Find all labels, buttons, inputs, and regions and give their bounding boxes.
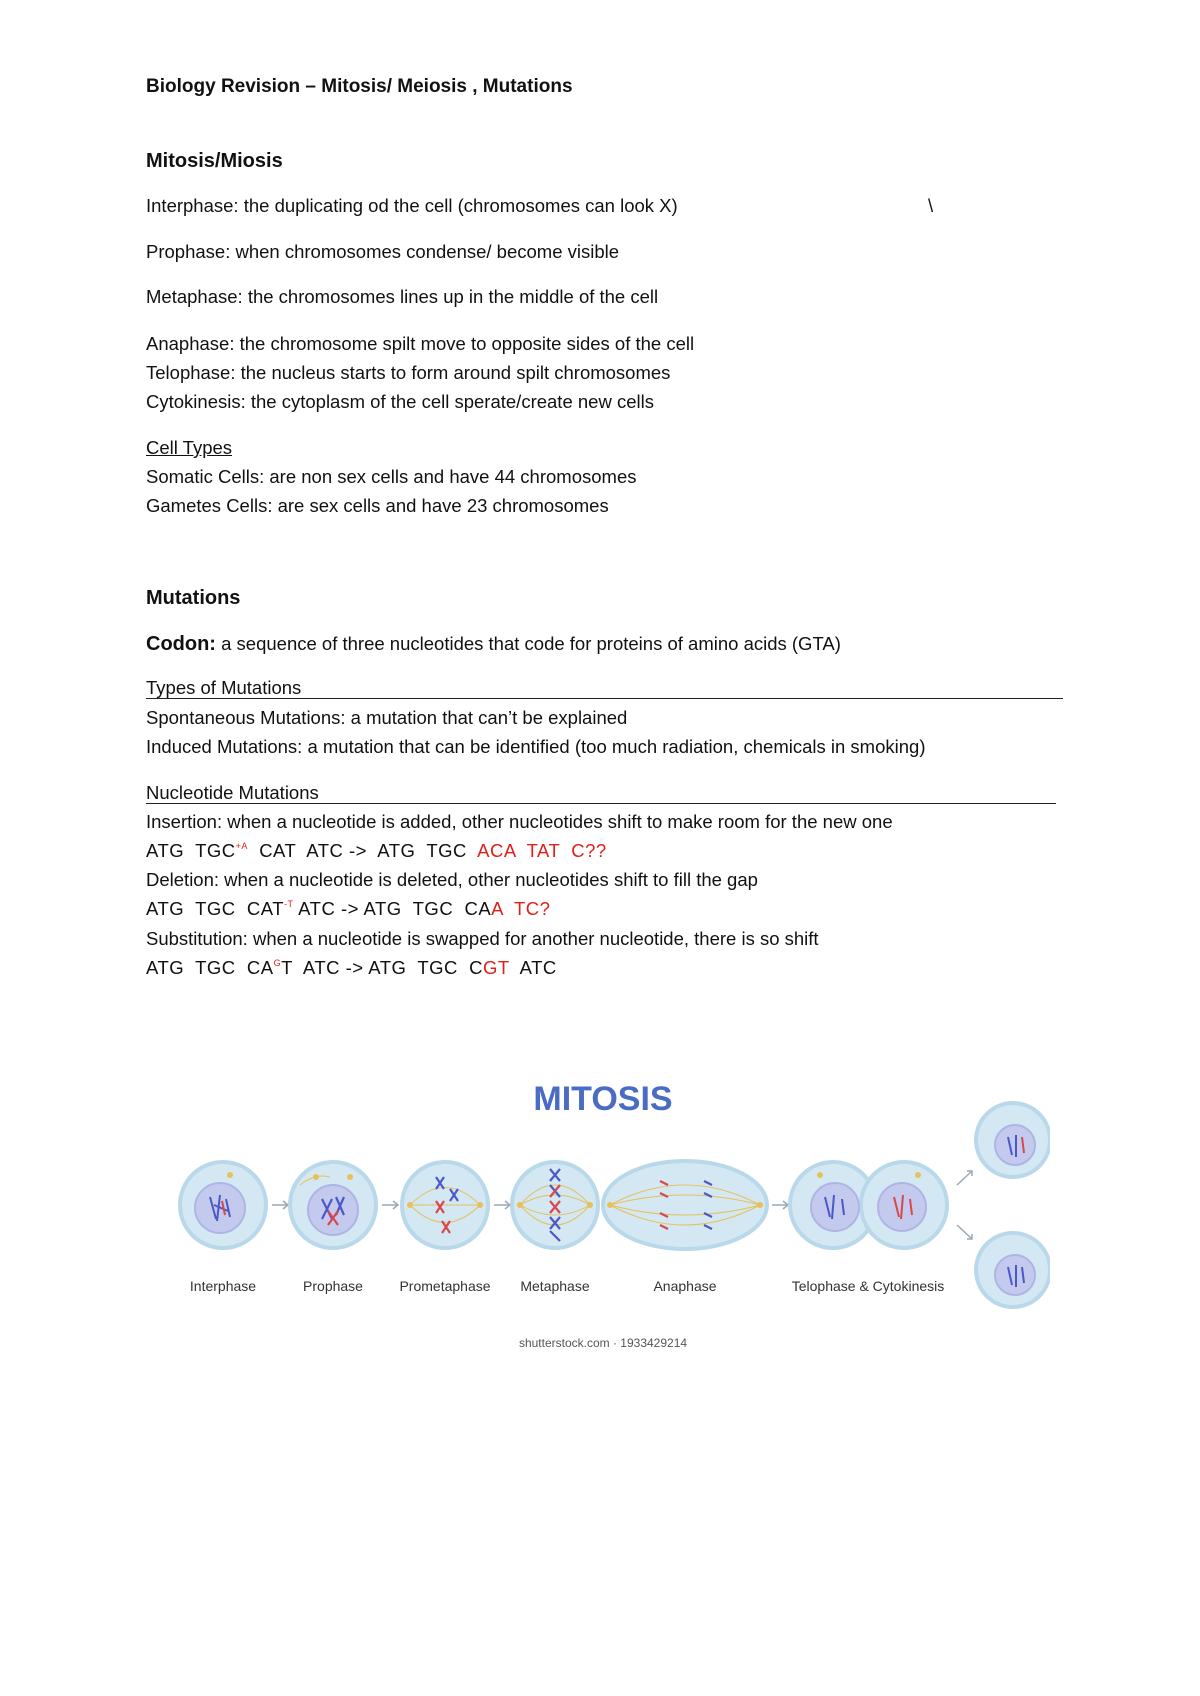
insertion-sequence	[146, 842, 607, 861]
arrow-icon	[772, 1201, 788, 1209]
document-title: Biology Revision – Mitosis/ Meiosis , Mutations	[146, 76, 573, 97]
nucleotide-heading: Nucleotide Mutations	[146, 782, 319, 803]
phase-telophase	[146, 364, 670, 383]
spontaneous-mutations: Spontaneous Mutations: a mutation that can’t be explained	[146, 707, 628, 728]
stray-mark: \	[928, 195, 934, 216]
phase-text: the chromosome spilt move to opposite sides of the cell	[234, 333, 695, 354]
deletion-definition: Deletion: when a nucleotide is deleted, other nucleotides shift to fill the gap	[146, 869, 758, 890]
daughter-cell-top	[976, 1103, 1050, 1177]
arrow-icon	[382, 1201, 398, 1209]
seq-changed: GT	[483, 957, 510, 978]
stage-label: Interphase	[189, 1278, 257, 1294]
phase-label: Cytokinesis:	[146, 391, 246, 412]
phase-text: the cytoplasm of the cell sperate/create new cells	[245, 391, 654, 412]
induced-mutations: Induced Mutations: a mutation that can be identified (too much radiation, chemicals in smoking)	[146, 736, 926, 757]
codon-text: a sequence of three nucleotides that code for proteins of amino acids (GTA)	[215, 633, 841, 654]
stage-label: Prophase	[303, 1278, 363, 1294]
phase-text: the nucleus starts to form around spilt chromosomes	[235, 362, 671, 383]
phase-interphase	[146, 197, 678, 216]
stage-label: Telophase & Cytokinesis	[791, 1278, 945, 1294]
substitution-sequence	[146, 959, 557, 978]
daughter-cell-bottom	[976, 1233, 1050, 1307]
seq-changed: TC?	[513, 898, 551, 919]
telophase-cell	[790, 1162, 947, 1248]
seq-part: ATG TGC CA	[146, 957, 274, 978]
seq-part: ATG TGC	[146, 840, 236, 861]
arrow-icon	[957, 1171, 972, 1185]
deletion-superscript: -T	[284, 899, 294, 909]
substitution-superscript: G	[273, 958, 282, 968]
codon-definition	[146, 634, 841, 654]
stage-label: Anaphase	[653, 1278, 717, 1294]
stage-label: Metaphase	[520, 1278, 590, 1294]
gametes-cells: Gametes Cells: are sex cells and have 23 chromosomes	[146, 495, 609, 516]
phase-label: Anaphase:	[146, 333, 235, 354]
types-heading: Types of Mutations	[146, 677, 302, 698]
phase-label: Telophase:	[146, 362, 236, 383]
seq-changed: ACA TAT C??	[477, 840, 607, 861]
insertion-superscript: +A	[235, 841, 248, 851]
arrow-icon	[272, 1201, 288, 1209]
mitosis-diagram	[170, 1065, 1050, 1355]
metaphase-cell	[512, 1162, 598, 1248]
arrow-icon	[494, 1201, 510, 1209]
seq-part: ATG TGC CAT	[146, 898, 285, 919]
stage-label: Prometaphase	[399, 1278, 491, 1294]
prometaphase-cell	[402, 1162, 488, 1248]
phase-label: Metaphase:	[146, 286, 243, 307]
phase-text: when chromosomes condense/ become visible	[230, 241, 620, 262]
phase-cytokinesis	[146, 393, 654, 412]
cell-types-heading: Cell Types	[146, 437, 233, 458]
phase-metaphase	[146, 288, 658, 307]
interphase-cell	[180, 1162, 266, 1248]
phase-label: Interphase:	[146, 195, 239, 216]
phase-anaphase	[146, 335, 694, 354]
anaphase-cell	[603, 1161, 767, 1249]
substitution-definition: Substitution: when a nucleotide is swapped for another nucleotide, there is so shift	[146, 928, 819, 949]
phase-label: Prophase:	[146, 241, 231, 262]
figure-credit: shutterstock.com · 1933429214	[518, 1336, 688, 1350]
seq-part: ATC	[509, 957, 557, 978]
seq-part: ATC -> ATG TGC CA	[293, 898, 492, 919]
phase-text: the chromosomes lines up in the middle of the cell	[242, 286, 659, 307]
seq-part: CAT ATC -> ATG TGC	[247, 840, 478, 861]
nucleotide-heading-rule	[146, 803, 1056, 804]
figure-title: MITOSIS	[533, 1080, 673, 1118]
seq-changed: A	[491, 898, 503, 919]
arrow-icon	[957, 1225, 972, 1239]
deletion-sequence	[146, 900, 550, 919]
insertion-definition: Insertion: when a nucleotide is added, other nucleotides shift to make room for the new one	[146, 811, 893, 832]
types-heading-rule	[146, 698, 1063, 699]
mutations-heading: Mutations	[146, 587, 241, 609]
prophase-cell	[290, 1162, 376, 1248]
seq-gap	[503, 898, 514, 919]
mitosis-heading: Mitosis/Miosis	[146, 150, 283, 172]
phase-text: the duplicating od the cell (chromosomes can look X)	[238, 195, 678, 216]
seq-part: T ATC -> ATG TGC C	[281, 957, 484, 978]
somatic-cells: Somatic Cells: are non sex cells and have 44 chromosomes	[146, 466, 637, 487]
phase-prophase	[146, 243, 619, 262]
codon-label: Codon:	[146, 633, 216, 655]
